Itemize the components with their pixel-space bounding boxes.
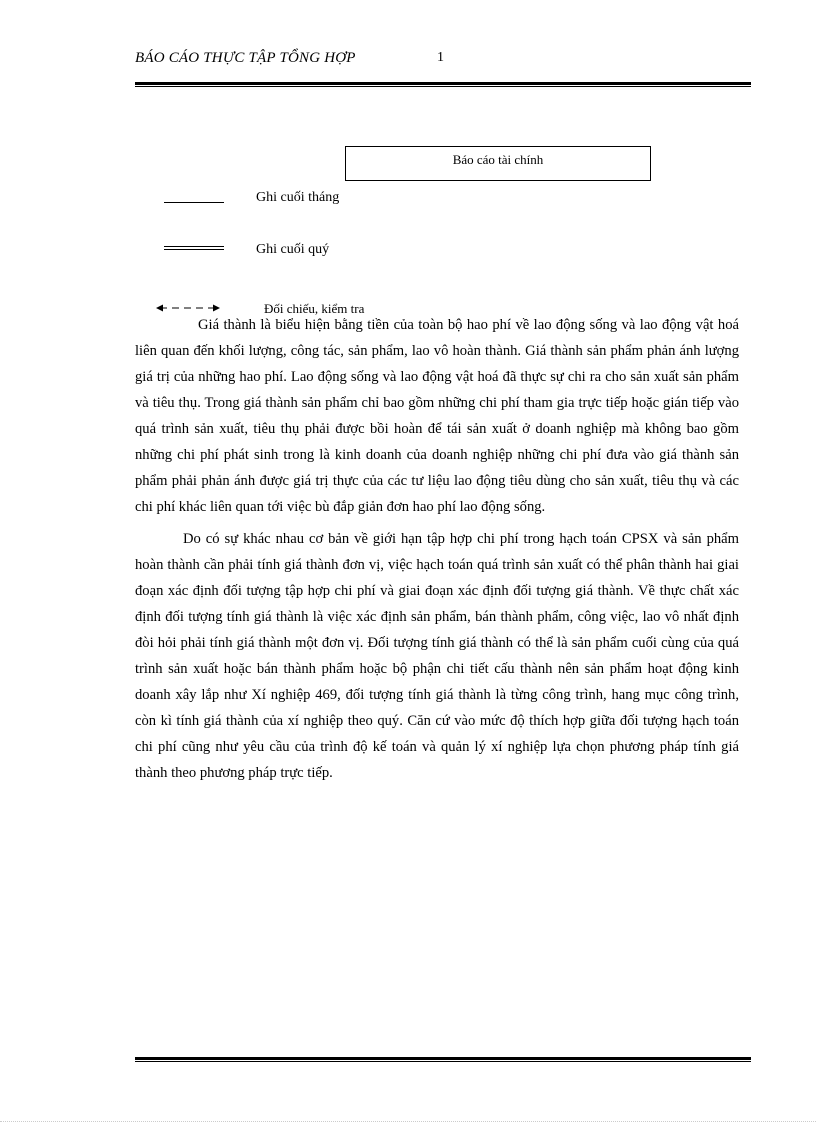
body-text bbox=[135, 312, 739, 786]
financial-report-box: Báo cáo tài chính bbox=[345, 146, 651, 181]
page-bottom-edge bbox=[0, 1121, 816, 1122]
header-title: BÁO CÁO THỰC TẬP TỔNG HỢP bbox=[135, 50, 356, 66]
footer-rule bbox=[135, 1057, 751, 1062]
legend-label-reconcile: Đối chiếu, kiểm tra bbox=[264, 301, 365, 316]
header-rule bbox=[135, 82, 751, 87]
page-number: 1 bbox=[437, 50, 444, 65]
paragraph-cost-object: Do có sự khác nhau cơ bản về giới hạn tập hợp chi phí trong hạch toán CPSX và sản phẩm hoàn thành cần phải tính giá thành đơn vị, việc hạch toán quá trình sản xuất có thể phân thành hai giai đoạn xác định đối tượng tập hợp chi phí và giai đoạn xác định đối tượng giá thành. Về thực chất xác định đối tượng tính giá thành là việc xác định sản phẩm, bán thành phẩm, công việc, lao vô nhất định đòi hỏi phải tính giá thành một đơn vị. Đối tượng tính giá thành có thể là sản phẩm cuối cùng của quá trình sản xuất hoặc bán thành phẩm hoặc bộ phận chi tiết cấu thành nên sản phẩm hoạt động kinh doanh xây lắp như Xí nghiệp 469, đối tượng tính giá thành là từng công trình, hang mục công trình, còn kì tính giá thành của xí nghiệp theo quý. Căn cứ vào mức độ thích hợp giữa đối tượng hạch toán chi phí cũng như yêu cầu của trình độ kế toán và quản lý xí nghiệp lựa chọn phương pháp tính giá thành theo phương pháp trực tiếp. bbox=[135, 531, 739, 781]
paragraph-cost-definition: Giá thành là biểu hiện bằng tiền của toàn bộ hao phí về lao động sống và lao động vật hoá liên quan đến khối lượng, công tác, sản phẩm, lao vô hoàn thành. Giá thành sản phẩm phản ánh lượng giá trị của những hao phí. Lao động sống và lao động vật hoá đã thực sự chi ra cho sản xuất sản phẩm và tiêu thụ. Trong giá thành sản phẩm chỉ bao gồm những chi phí tham gia trực tiếp hoặc gián tiếp vào quá trình sản xuất, tiêu thụ phải được bồi hoàn để tái sản xuất ở doanh nghiệp mà không bao gồm những chi phí phát sinh trong là kinh doanh của doanh nghiệp những chi phí đưa vào giá thành sản phẩm phải phản ánh được giá trị thực của các tư liệu lao động tiêu dùng cho sản xuất, tiêu thụ và các chi phí khác liên quan tới việc bù đắp giản đơn hao phí lao động sống. bbox=[135, 317, 739, 515]
legend-double-line bbox=[164, 246, 224, 250]
legend-label-quarterly: Ghi cuối quý bbox=[256, 242, 330, 257]
legend-single-line bbox=[164, 202, 224, 203]
legend-label-monthly: Ghi cuối tháng bbox=[256, 190, 340, 205]
